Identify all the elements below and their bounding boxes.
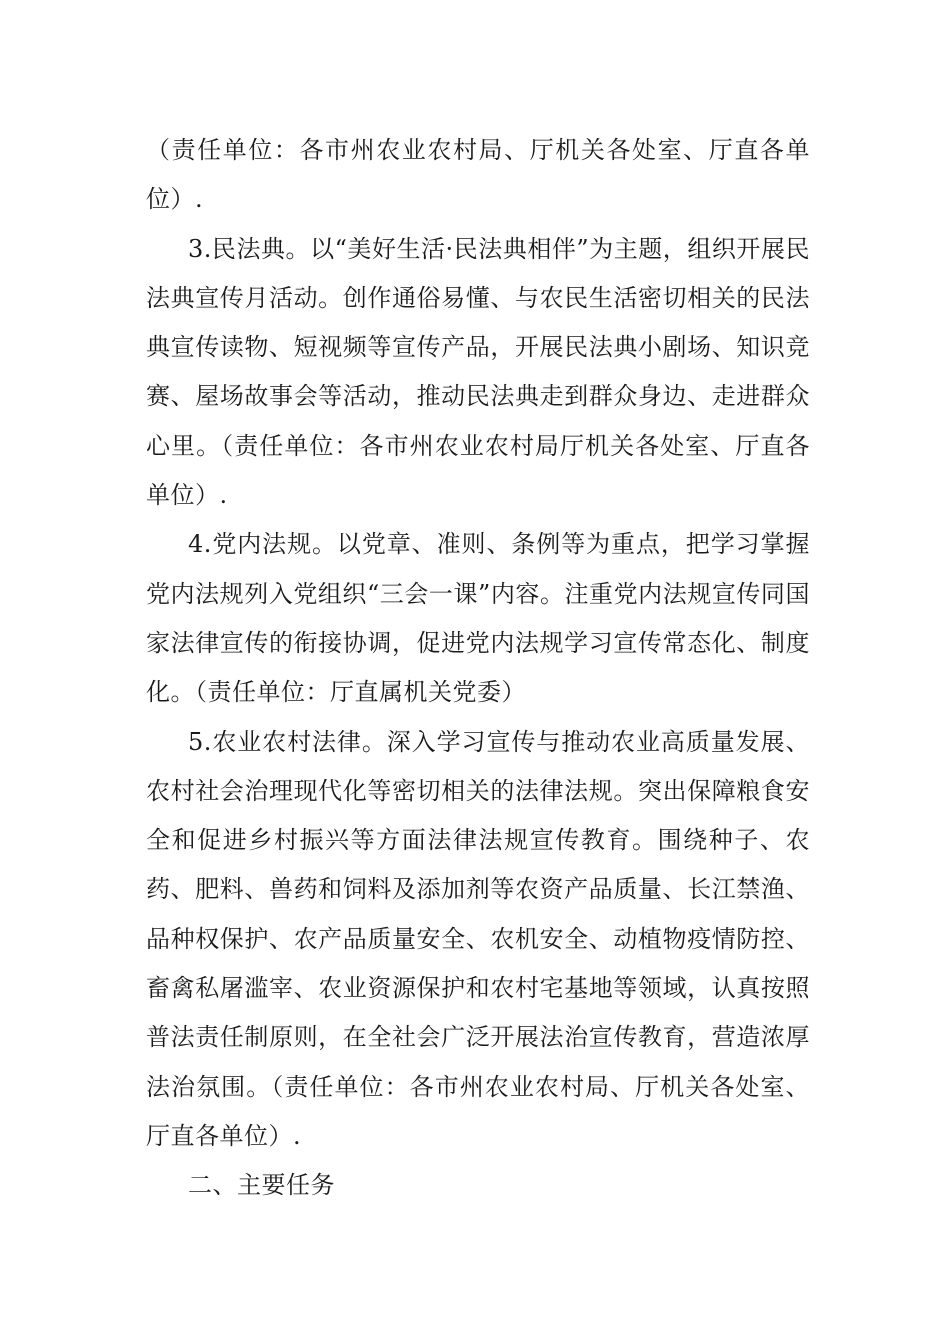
section-heading-main-tasks: 二、主要任务 xyxy=(188,1171,335,1200)
paragraph-party-regulations: 4.党内法规。以党章、准则、条例等为重点，把学习掌握党内法规列入党组织“三会一课”内容。注重党内法规宣传同国家法律宣传的衔接协调，促进党内法规学习宣传常态化、制度化。（责任单位：厅直属机关党委） xyxy=(146,530,810,707)
paragraph-agricultural-law: 5.农业农村法律。深入学习宣传与推动农业高质量发展、农村社会治理现代化等密切相关的法律法规。突出保障粮食安全和促进乡村振兴等方面法律法规宣传教育。围绕种子、农药、肥料、兽药和饲料及添加剂等农资产品质量、长江禁渔、品种权保护、农产品质量安全、农机安全、动植物疫情防控、畜禽私屠滥宰、农业资源保护和农村宅基地等领域，认真按照普法责任制原则，在全社会广泛开展法治宣传教育，营造浓厚法治氛围。（责任单位：各市州农业农村局、厅机关各处室、厅直各单位）. xyxy=(146,727,810,1150)
paragraph-civil-code: 3.民法典。以“美好生活·民法典相伴”为主题，组织开展民法典宣传月活动。创作通俗易懂、与农民生活密切相关的民法典宣传读物、短视频等宣传产品，开展民法典小剧场、知识竞赛、屋场故事会等活动，推动民法典走到群众身边、走进群众心里。（责任单位：各市州农业农村局厅机关各处室、厅直各单位）. xyxy=(146,234,810,510)
document-body xyxy=(146,126,810,1211)
paragraph-responsibility-continuation: （责任单位：各市州农业农村局、厅机关各处室、厅直各单位）. xyxy=(146,136,810,214)
